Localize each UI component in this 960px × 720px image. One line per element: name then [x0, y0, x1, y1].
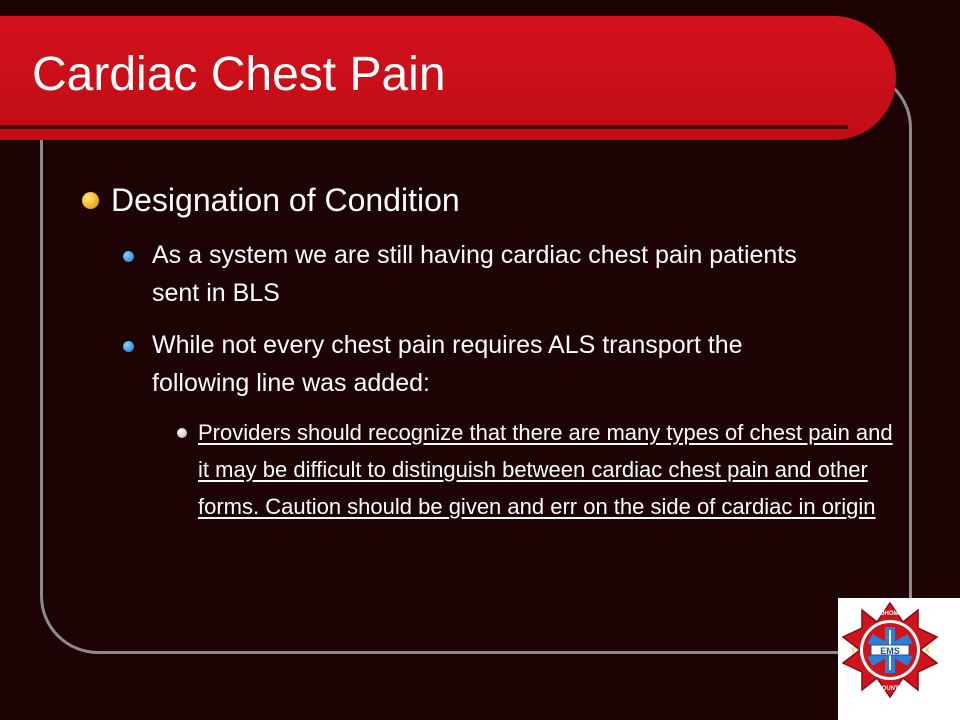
logo-left-text: Y: [850, 646, 856, 655]
bullet-level1: [76, 176, 896, 224]
blue-bullet-icon: [123, 341, 134, 352]
bullet-level2: [152, 236, 832, 312]
maltese-cross-icon: [840, 600, 940, 700]
bullet-level1-text: Designation of Condition: [111, 182, 460, 218]
logo-right-text: X: [924, 646, 930, 655]
logo-top-text: SNOHOMISH: [871, 611, 909, 617]
bullet-list: [76, 176, 896, 525]
bullet-level3: [198, 414, 898, 525]
gold-bullet-icon: [82, 192, 99, 209]
title-bar-shadow: [0, 125, 848, 129]
bullet-level2-text: As a system we are still having cardiac chest pain patients sent in BLS: [152, 241, 797, 307]
logo-center-text: EMS: [880, 646, 900, 656]
blue-bullet-icon: [123, 251, 134, 262]
bullet-level2: [152, 326, 832, 402]
snohomish-county-ems-logo: [838, 598, 960, 720]
bullet-level2-text: While not every chest pain requires ALS transport the following line was added:: [152, 331, 743, 397]
logo-bottom-text: COUNTY: [877, 686, 903, 692]
bullet-level3-text: Providers should recognize that there are many types of chest pain and it may be difficult to distinguish between cardiac chest pain and other forms. Caution should be given and err on the side of cardiac in origin: [198, 420, 893, 519]
white-bullet-icon: [177, 428, 187, 438]
slide-title: Cardiac Chest Pain: [32, 48, 446, 101]
